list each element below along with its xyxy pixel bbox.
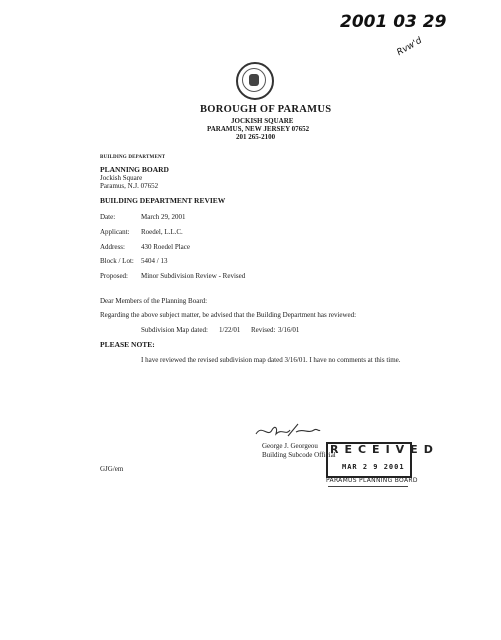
- recipient-address1: Jockish Square: [100, 174, 143, 182]
- recipient-address2: Paramus, N.J. 07652: [100, 182, 159, 190]
- signature-scribble: [252, 420, 322, 442]
- received-stamp-letters: RECEIVED: [330, 443, 439, 456]
- letterhead-line1: JOCKISH SQUARE: [231, 117, 294, 125]
- salutation: Dear Members of the Planning Board:: [100, 297, 208, 305]
- recipient-name: PLANNING BOARD: [100, 165, 169, 174]
- map-dated-label: Subdivision Map dated:: [141, 326, 208, 334]
- department-label: BUILDING DEPARTMENT: [100, 155, 166, 160]
- field-value-proposed: Minor Subdivision Review - Revised: [141, 272, 246, 280]
- review-title: BUILDING DEPARTMENT REVIEW: [100, 196, 226, 205]
- field-value-date: March 29, 2001: [141, 213, 186, 221]
- letterhead-line2: PARAMUS, NEW JERSEY 07652: [207, 125, 310, 133]
- letterhead-title: BOROUGH OF PARAMUS: [200, 104, 332, 115]
- field-label-proposed: Proposed:: [100, 272, 128, 280]
- map-revised-value: 3/16/01: [278, 326, 300, 334]
- signatory-name: George J. Georgeou: [262, 442, 318, 450]
- initials: GJG/em: [100, 465, 124, 473]
- please-note-heading: PLEASE NOTE:: [100, 340, 155, 349]
- field-value-block-lot: 5404 / 13: [141, 257, 168, 265]
- note-text: I have reviewed the revised subdivision map dated 3/16/01. I have no comments at this time.: [141, 356, 401, 364]
- map-dated-value: 1/22/01: [219, 326, 241, 334]
- stamp-underline: [328, 486, 408, 487]
- field-label-date: Date:: [100, 213, 116, 221]
- field-label-block-lot: Block / Lot:: [100, 257, 134, 265]
- map-revised-label: Revised:: [251, 326, 276, 334]
- field-label-applicant: Applicant:: [100, 228, 130, 236]
- field-value-applicant: Roedel, L.L.C.: [141, 228, 183, 236]
- received-stamp-date: MAR 2 9 2001: [342, 463, 405, 471]
- field-label-address: Address:: [100, 243, 125, 251]
- signatory-title: Building Subcode Official: [262, 451, 336, 459]
- received-stamp-org: PARAMUS PLANNING BOARD: [326, 477, 418, 484]
- borough-seal-icon: [236, 62, 274, 100]
- intro-paragraph: Regarding the above subject matter, be advised that the Building Department has reviewed:: [100, 311, 357, 319]
- handwritten-note: Rvw'd: [395, 35, 424, 59]
- handwritten-date: 2001 03 29: [340, 12, 447, 32]
- field-value-address: 430 Roedel Place: [141, 243, 190, 251]
- letterhead-phone: 201 265-2100: [236, 133, 276, 141]
